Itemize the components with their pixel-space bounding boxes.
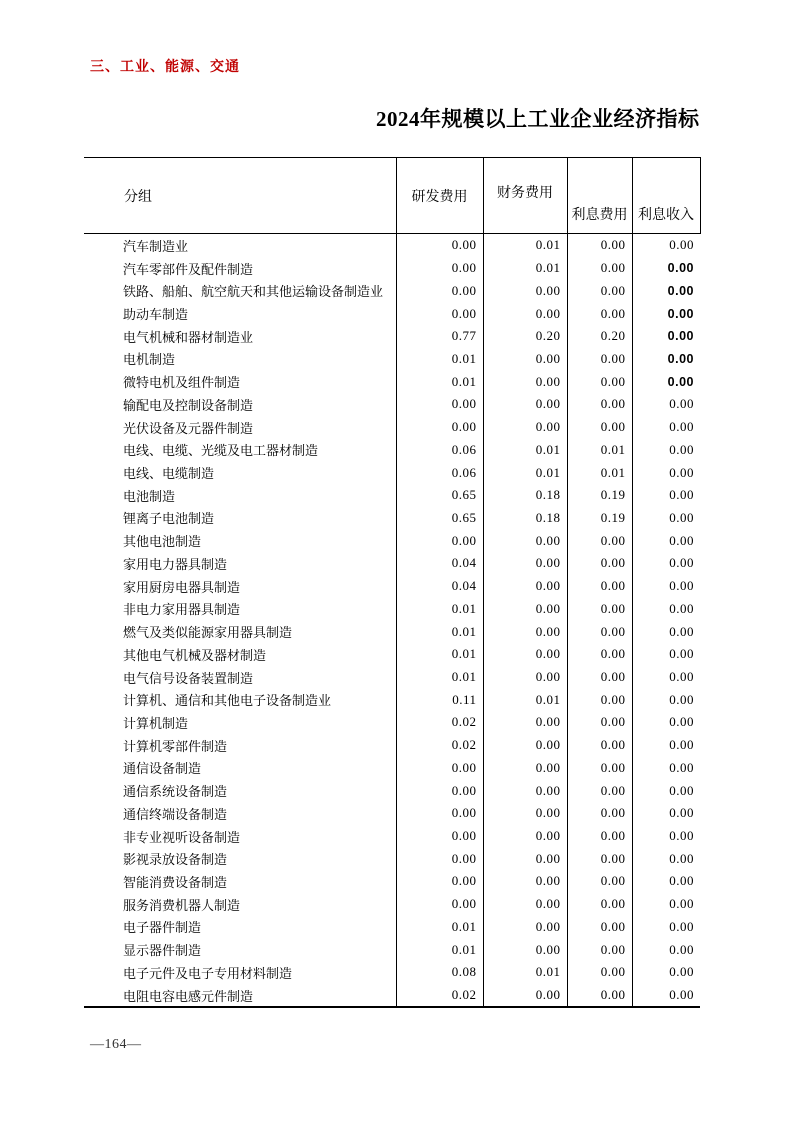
value-cell: 0.01 (396, 938, 483, 961)
value-cell: 0.00 (396, 893, 483, 916)
value-cell: 0.00 (567, 825, 632, 848)
table-container (84, 157, 700, 1008)
group-label-cell: 电子元件及电子专用材料制造 (123, 965, 293, 981)
group-label-cell: 计算机制造 (123, 715, 189, 731)
value-cell: 0.00 (632, 257, 700, 280)
value-cell: 0.00 (567, 257, 632, 280)
value-cell: 0.00 (483, 348, 567, 371)
value-cell: 0.00 (632, 893, 700, 916)
table-row (84, 279, 700, 302)
value-cell: 0.00 (632, 825, 700, 848)
value-cell: 0.00 (632, 575, 700, 598)
group-label-cell: 电阻电容电感元件制造 (123, 988, 254, 1004)
value-cell: 0.02 (396, 734, 483, 757)
col-header-finance-expense: 财务费用 (483, 158, 567, 234)
value-cell: 0.00 (632, 643, 700, 666)
value-cell: 0.00 (632, 802, 700, 825)
table-row (84, 961, 700, 984)
value-cell: 0.00 (632, 734, 700, 757)
value-cell: 0.01 (396, 666, 483, 689)
value-cell: 0.00 (483, 916, 567, 939)
value-cell: 0.00 (483, 893, 567, 916)
value-cell: 0.00 (632, 279, 700, 302)
table-row (84, 461, 700, 484)
section-header: 三、工业、能源、交通 (90, 58, 240, 74)
group-label-cell: 光伏设备及元器件制造 (123, 420, 254, 436)
value-cell: 0.18 (483, 507, 567, 530)
value-cell: 0.01 (396, 643, 483, 666)
value-cell: 0.00 (483, 302, 567, 325)
value-cell: 0.00 (483, 757, 567, 780)
table-row (84, 711, 700, 734)
value-cell: 0.00 (632, 302, 700, 325)
value-cell: 0.20 (567, 325, 632, 348)
value-cell: 0.00 (567, 620, 632, 643)
value-cell: 0.00 (567, 575, 632, 598)
value-cell: 0.01 (396, 348, 483, 371)
value-cell: 0.00 (483, 779, 567, 802)
table-row (84, 802, 700, 825)
table-row (84, 779, 700, 802)
value-cell: 0.00 (567, 552, 632, 575)
page-title: 2024年规模以上工业企业经济指标 (376, 107, 700, 131)
table-row (84, 598, 700, 621)
value-cell: 0.00 (632, 438, 700, 461)
value-cell: 0.00 (396, 234, 483, 257)
value-cell: 0.04 (396, 575, 483, 598)
value-cell: 0.00 (567, 598, 632, 621)
table-row (84, 688, 700, 711)
table-header (84, 158, 700, 234)
table-row (84, 348, 700, 371)
group-label-cell: 电机制造 (123, 352, 176, 368)
value-cell: 0.00 (632, 598, 700, 621)
col-header-group: 分组 (84, 158, 396, 234)
value-cell: 0.20 (483, 325, 567, 348)
group-label-cell: 智能消费设备制造 (123, 874, 228, 890)
table-row (84, 893, 700, 916)
value-cell: 0.77 (396, 325, 483, 348)
value-cell: 0.00 (632, 507, 700, 530)
value-cell: 0.19 (567, 484, 632, 507)
value-cell: 0.00 (483, 938, 567, 961)
value-cell: 0.00 (567, 666, 632, 689)
group-label-cell: 电气机械和器材制造业 (123, 329, 254, 345)
table-row (84, 620, 700, 643)
value-cell: 0.00 (632, 847, 700, 870)
value-cell: 0.01 (483, 461, 567, 484)
value-cell: 0.00 (396, 802, 483, 825)
group-label-cell: 电线、电缆、光缆及电工器材制造 (123, 443, 319, 459)
table-row (84, 393, 700, 416)
group-label-cell: 家用厨房电器具制造 (123, 579, 241, 595)
value-cell: 0.00 (483, 734, 567, 757)
group-label-cell: 计算机、通信和其他电子设备制造业 (123, 693, 332, 709)
group-label-cell: 电池制造 (123, 488, 176, 504)
value-cell: 0.00 (632, 938, 700, 961)
table-row (84, 507, 700, 530)
table-row (84, 416, 700, 439)
table-row (84, 484, 700, 507)
group-label-cell: 非专业视听设备制造 (123, 829, 241, 845)
value-cell: 0.00 (632, 325, 700, 348)
group-label-cell: 输配电及控制设备制造 (123, 397, 254, 413)
value-cell: 0.08 (396, 961, 483, 984)
group-label-cell: 计算机零部件制造 (123, 738, 228, 754)
group-label-cell: 显示器件制造 (123, 943, 202, 959)
group-label-cell: 铁路、船舶、航空航天和其他运输设备制造业 (123, 284, 384, 300)
value-cell: 0.00 (396, 416, 483, 439)
col-header-interest-expense: 利息费用 (567, 158, 632, 234)
value-cell: 0.01 (396, 620, 483, 643)
group-label-cell: 微特电机及组件制造 (123, 375, 241, 391)
table-row (84, 643, 700, 666)
group-label-cell: 非电力家用器具制造 (123, 602, 241, 618)
value-cell: 0.00 (567, 234, 632, 257)
value-cell: 0.01 (483, 438, 567, 461)
data-table (84, 157, 701, 1008)
value-cell: 0.00 (396, 847, 483, 870)
value-cell: 0.00 (396, 302, 483, 325)
value-cell: 0.00 (567, 348, 632, 371)
value-cell: 0.00 (483, 598, 567, 621)
table-body (84, 234, 700, 1008)
value-cell: 0.01 (396, 598, 483, 621)
value-cell: 0.00 (483, 643, 567, 666)
value-cell: 0.00 (483, 552, 567, 575)
value-cell: 0.00 (483, 393, 567, 416)
value-cell: 0.00 (567, 984, 632, 1008)
value-cell: 0.01 (483, 688, 567, 711)
value-cell: 0.00 (632, 370, 700, 393)
value-cell: 0.00 (483, 620, 567, 643)
value-cell: 0.19 (567, 507, 632, 530)
value-cell: 0.00 (396, 757, 483, 780)
table-row (84, 234, 700, 257)
value-cell: 0.00 (567, 711, 632, 734)
value-cell: 0.00 (632, 484, 700, 507)
group-label-cell: 汽车零部件及配件制造 (123, 261, 254, 277)
value-cell: 0.00 (483, 666, 567, 689)
group-label-cell: 电子器件制造 (123, 920, 202, 936)
value-cell: 0.00 (567, 643, 632, 666)
value-cell: 0.00 (632, 393, 700, 416)
table-row (84, 938, 700, 961)
value-cell: 0.00 (567, 370, 632, 393)
table-row (84, 734, 700, 757)
value-cell: 0.00 (632, 688, 700, 711)
value-cell: 0.00 (632, 984, 700, 1008)
value-cell: 0.00 (483, 711, 567, 734)
value-cell: 0.00 (632, 711, 700, 734)
value-cell: 0.00 (632, 757, 700, 780)
value-cell: 0.00 (483, 870, 567, 893)
value-cell: 0.00 (396, 393, 483, 416)
value-cell: 0.00 (567, 279, 632, 302)
group-label-cell: 电线、电缆制造 (123, 466, 215, 482)
value-cell: 0.00 (632, 529, 700, 552)
value-cell: 0.06 (396, 461, 483, 484)
value-cell: 0.00 (632, 416, 700, 439)
value-cell: 0.00 (567, 416, 632, 439)
value-cell: 0.00 (483, 847, 567, 870)
value-cell: 0.00 (567, 961, 632, 984)
value-cell: 0.00 (567, 916, 632, 939)
value-cell: 0.00 (632, 916, 700, 939)
value-cell: 0.01 (396, 916, 483, 939)
value-cell: 0.01 (483, 234, 567, 257)
value-cell: 0.01 (483, 257, 567, 280)
table-row (84, 984, 700, 1008)
value-cell: 0.18 (483, 484, 567, 507)
value-cell: 0.00 (483, 416, 567, 439)
value-cell: 0.11 (396, 688, 483, 711)
value-cell: 0.00 (632, 234, 700, 257)
page-number: —164— (90, 1037, 142, 1052)
value-cell: 0.00 (396, 529, 483, 552)
value-cell: 0.00 (632, 779, 700, 802)
value-cell: 0.00 (632, 461, 700, 484)
value-cell: 0.00 (567, 847, 632, 870)
value-cell: 0.02 (396, 984, 483, 1008)
value-cell: 0.00 (483, 529, 567, 552)
value-cell: 0.00 (567, 529, 632, 552)
value-cell: 0.00 (483, 370, 567, 393)
value-cell: 0.00 (632, 620, 700, 643)
value-cell: 0.65 (396, 507, 483, 530)
value-cell: 0.00 (396, 257, 483, 280)
table-row (84, 438, 700, 461)
value-cell: 0.00 (483, 279, 567, 302)
value-cell: 0.00 (632, 552, 700, 575)
group-label-cell: 其他电气机械及器材制造 (123, 647, 267, 663)
value-cell: 0.65 (396, 484, 483, 507)
value-cell: 0.00 (483, 984, 567, 1008)
value-cell: 0.00 (632, 348, 700, 371)
value-cell: 0.04 (396, 552, 483, 575)
group-label-cell: 其他电池制造 (123, 534, 202, 550)
group-label-cell: 家用电力器具制造 (123, 556, 228, 572)
value-cell: 0.00 (567, 757, 632, 780)
value-cell: 0.01 (567, 461, 632, 484)
group-label-cell: 服务消费机器人制造 (123, 897, 241, 913)
value-cell: 0.00 (567, 938, 632, 961)
group-label-cell: 影视录放设备制造 (123, 852, 228, 868)
value-cell: 0.01 (567, 438, 632, 461)
col-header-interest-income: 利息收入 (632, 158, 700, 234)
table-row (84, 757, 700, 780)
group-label-cell: 燃气及类似能源家用器具制造 (123, 625, 293, 641)
table-row (84, 552, 700, 575)
col-header-rd-expense: 研发费用 (396, 158, 483, 234)
value-cell: 0.00 (483, 825, 567, 848)
group-label-cell: 通信系统设备制造 (123, 784, 228, 800)
value-cell: 0.00 (396, 870, 483, 893)
value-cell: 0.00 (567, 802, 632, 825)
group-label-cell: 通信设备制造 (123, 761, 202, 777)
table-row (84, 870, 700, 893)
table-row (84, 575, 700, 598)
table-row (84, 847, 700, 870)
value-cell: 0.01 (396, 370, 483, 393)
value-cell: 0.00 (567, 779, 632, 802)
table-row (84, 302, 700, 325)
value-cell: 0.00 (632, 870, 700, 893)
value-cell: 0.00 (396, 825, 483, 848)
value-cell: 0.00 (396, 279, 483, 302)
value-cell: 0.00 (567, 870, 632, 893)
table-row (84, 825, 700, 848)
table-row (84, 916, 700, 939)
group-label-cell: 锂离子电池制造 (123, 511, 215, 527)
value-cell: 0.00 (483, 575, 567, 598)
table-row (84, 370, 700, 393)
value-cell: 0.02 (396, 711, 483, 734)
value-cell: 0.00 (632, 666, 700, 689)
value-cell: 0.00 (567, 302, 632, 325)
value-cell: 0.01 (483, 961, 567, 984)
table-row (84, 257, 700, 280)
value-cell: 0.00 (396, 779, 483, 802)
table-row (84, 666, 700, 689)
table-row (84, 529, 700, 552)
table-row (84, 325, 700, 348)
value-cell: 0.06 (396, 438, 483, 461)
group-label-cell: 助动车制造 (123, 307, 189, 323)
group-label-cell: 汽车制造业 (123, 238, 189, 254)
value-cell: 0.00 (483, 802, 567, 825)
value-cell: 0.00 (567, 734, 632, 757)
group-label-cell: 电气信号设备装置制造 (123, 670, 254, 686)
value-cell: 0.00 (567, 893, 632, 916)
value-cell: 0.00 (632, 961, 700, 984)
group-label-cell: 通信终端设备制造 (123, 806, 228, 822)
value-cell: 0.00 (567, 688, 632, 711)
value-cell: 0.00 (567, 393, 632, 416)
table-header-row (84, 158, 700, 234)
